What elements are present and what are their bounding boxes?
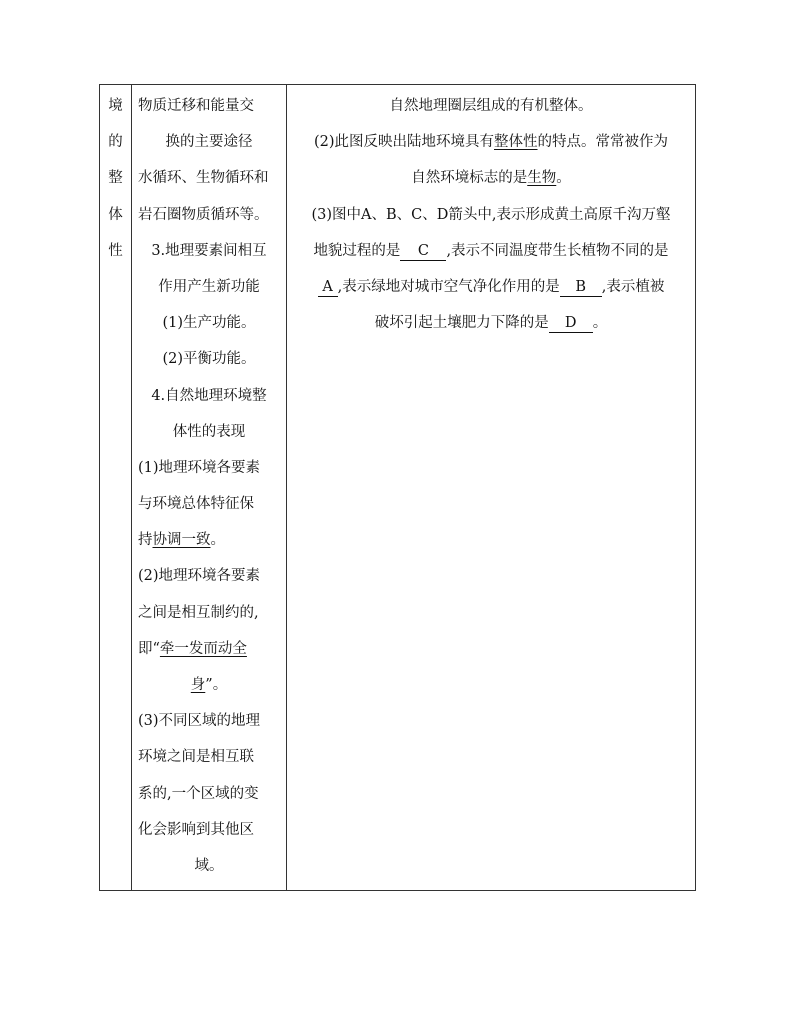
knowledge-line: 域。 xyxy=(194,857,224,874)
text-span: 的特点。常常被作为 xyxy=(537,134,669,151)
answer-blank: B xyxy=(560,278,602,297)
underlined-answer: 牵一发而动全 xyxy=(159,640,247,657)
text-span: 即“ xyxy=(138,640,160,657)
text-span: 。 xyxy=(210,532,225,549)
text-span: 自然环境标志的是 xyxy=(411,170,528,187)
knowledge-line: 3.地理要素间相互 xyxy=(151,242,267,259)
category-char: 体 xyxy=(108,206,123,223)
text-span: ,表示不同温度带生长植物不同的是 xyxy=(446,242,669,259)
knowledge-line: 系的,一个区域的变 xyxy=(138,785,259,802)
knowledge-line: (3)不同区域的地理 xyxy=(138,713,261,730)
text-span: ,表示植被 xyxy=(601,278,665,295)
table-row xyxy=(100,85,696,891)
knowledge-line: 物质迁移和能量交 xyxy=(138,98,254,114)
text-span: 破坏引起土壤肥力下降的是 xyxy=(374,315,549,332)
knowledge-line xyxy=(138,667,280,703)
category-char: 境 xyxy=(108,98,123,114)
knowledge-line: 与环境总体特征保 xyxy=(138,496,254,513)
knowledge-line xyxy=(138,522,280,558)
content-table xyxy=(99,84,696,891)
knowledge-line: 水循环、生物循环和 xyxy=(138,170,269,187)
category-column xyxy=(100,85,132,891)
exercise-column xyxy=(287,85,696,891)
exercise-line xyxy=(292,269,690,305)
knowledge-line: 环境之间是相互联 xyxy=(138,749,254,766)
category-char: 性 xyxy=(108,242,123,259)
knowledge-line: (2)地理环境各要素 xyxy=(138,568,261,585)
text-span: 持 xyxy=(138,532,153,549)
exercise-line xyxy=(292,160,690,196)
knowledge-line: 作用产生新功能 xyxy=(158,278,260,295)
knowledge-line: 之间是相互制约的, xyxy=(138,604,259,621)
knowledge-column xyxy=(132,85,287,891)
underlined-answer: 生物 xyxy=(527,170,557,187)
exercise-line xyxy=(292,305,690,341)
knowledge-line: 体性的表现 xyxy=(172,423,246,440)
exercise-line xyxy=(292,233,690,269)
text-span: ,表示绿地对城市空气净化作用的是 xyxy=(337,278,560,295)
answer-blank: C xyxy=(400,242,446,261)
knowledge-line: 4.自然地理环境整 xyxy=(151,387,267,404)
text-span: ”。 xyxy=(205,677,228,693)
knowledge-line xyxy=(138,631,280,667)
answer-blank: D xyxy=(549,314,593,333)
text-span: 。 xyxy=(592,315,608,332)
knowledge-line: (1)生产功能。 xyxy=(162,315,256,332)
knowledge-line: (2)平衡功能。 xyxy=(162,351,256,368)
text-span: 地貌过程的是 xyxy=(313,242,401,259)
answer-blank: A xyxy=(318,278,338,297)
text-span: (2)此图反映出陆地环境具有 xyxy=(313,134,495,151)
text-span: 。 xyxy=(556,170,571,187)
underlined-answer: 协调一致 xyxy=(152,532,211,549)
knowledge-line: (1)地理环境各要素 xyxy=(138,459,261,476)
knowledge-line: 换的主要途径 xyxy=(165,134,253,151)
underlined-answer: 整体性 xyxy=(494,134,538,151)
knowledge-line: 岩石圈物质循环等。 xyxy=(138,206,269,223)
underlined-answer: 身 xyxy=(190,677,206,693)
exercise-line: 自然地理圈层组成的有机整体。 xyxy=(389,98,593,114)
category-char: 的 xyxy=(108,134,123,151)
exercise-line xyxy=(292,124,690,160)
exercise-line: (3)图中A、B、C、D箭头中,表示形成黄土高原千沟万壑 xyxy=(311,206,671,223)
knowledge-line: 化会影响到其他区 xyxy=(138,821,254,838)
category-char: 整 xyxy=(108,170,123,187)
